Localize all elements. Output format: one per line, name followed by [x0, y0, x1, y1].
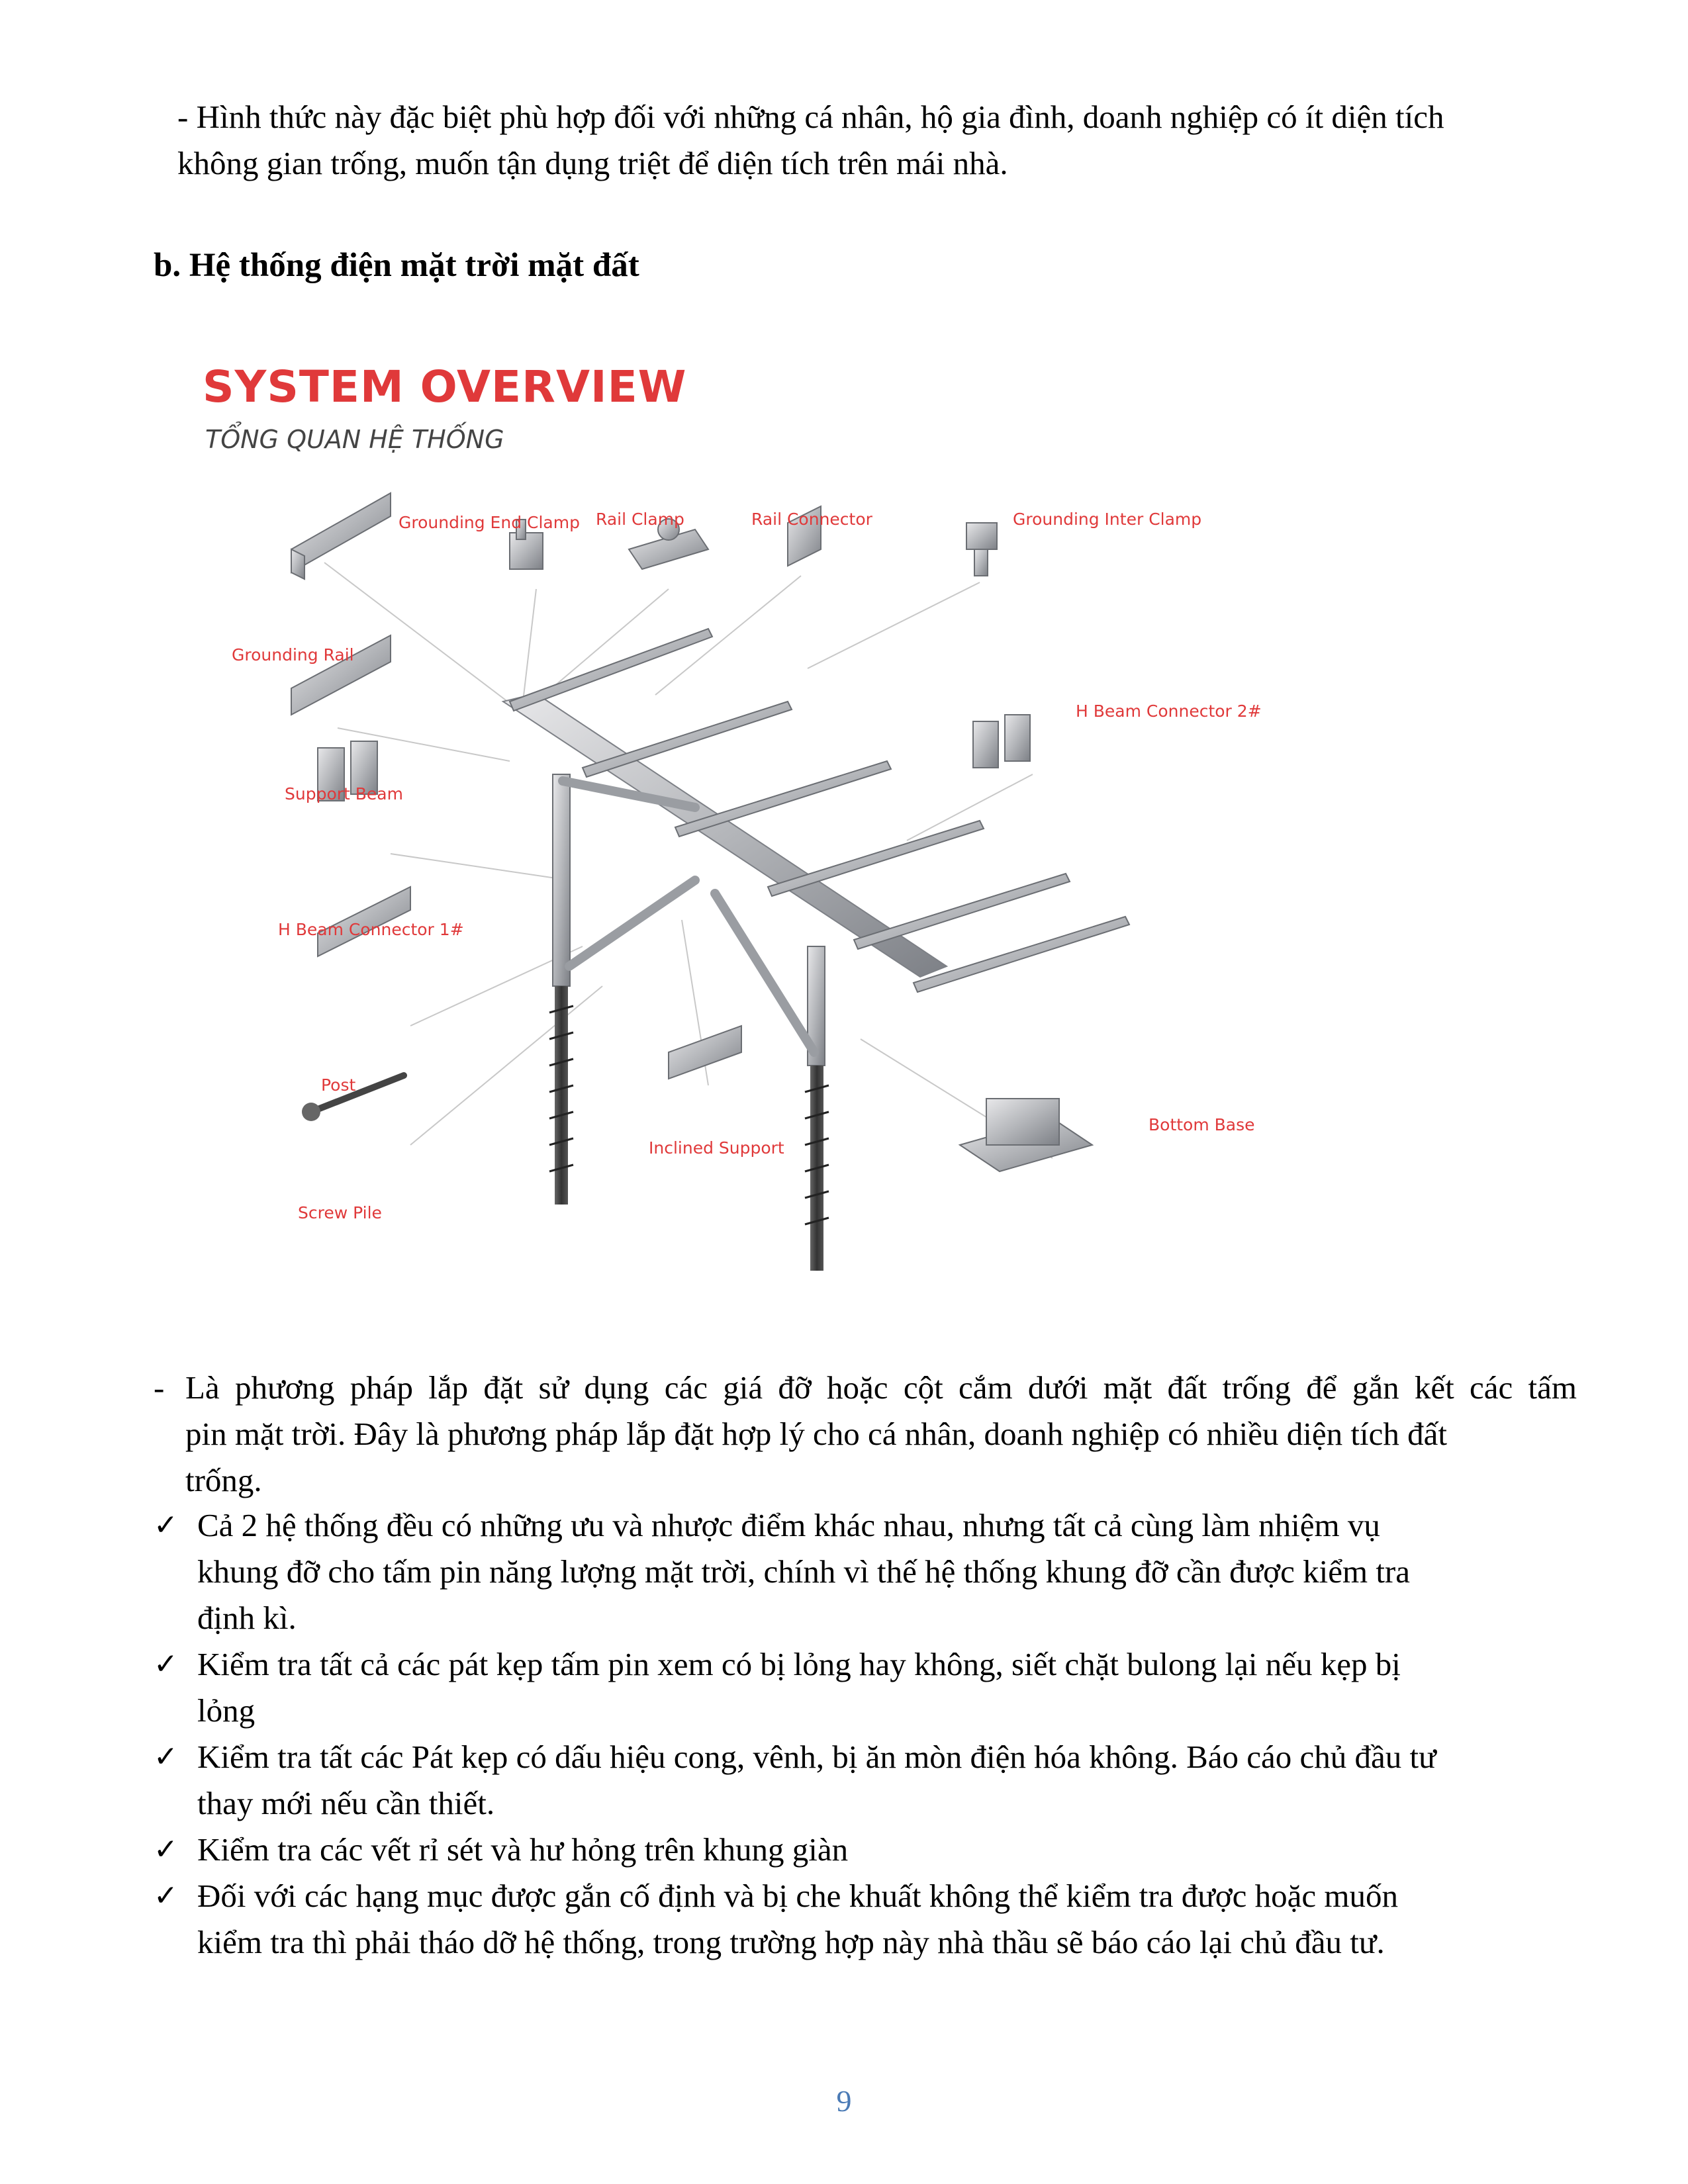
label-rail-connector: Rail Connector: [751, 510, 872, 529]
label-rail-clamp: Rail Clamp: [596, 510, 684, 529]
label-grounding-end-clamp: Grounding End Clamp: [399, 513, 580, 532]
checklist-item-3-line-1: Kiểm tra tất các Pát kẹp có dấu hiệu cong, vênh, bị ăn mòn điện hóa không. Báo cáo chủ đầu tư: [197, 1739, 1436, 1775]
checkmark-icon: ✓: [154, 1508, 178, 1542]
screw-threads: [549, 1006, 829, 1224]
checklist-item-1-line-1: Cả 2 hệ thống đều có những ưu và nhược điểm khác nhau, nhưng tất cả cùng làm nhiệm vụ: [197, 1507, 1380, 1543]
label-screw-pile: Screw Pile: [298, 1203, 382, 1222]
inspection-checklist: [154, 1502, 1577, 1966]
checklist-item: [154, 1734, 1577, 1827]
checkmark-icon: ✓: [154, 1647, 178, 1681]
checklist-item: [154, 1827, 1577, 1873]
checklist-item: [154, 1873, 1577, 1966]
page-number: 9: [836, 2084, 852, 2118]
cross-rails: [510, 629, 1129, 992]
ground-mount-description: [154, 1365, 1577, 1504]
checkmark-icon: ✓: [154, 1833, 178, 1866]
checklist-item-1-line-2: khung đỡ cho tấm pin năng lượng mặt trời, chính vì thế hệ thống khung đỡ cần được kiểm tra: [197, 1553, 1410, 1590]
dash-line-1: Là phương pháp lắp đặt sử dụng các giá đỡ hoặc cột cắm dưới mặt đất trống để gắn kết các tấm: [185, 1369, 1577, 1406]
label-grounding-inter-clamp: Grounding Inter Clamp: [1013, 510, 1202, 529]
label-h-beam-connector-2: H Beam Connector 2#: [1076, 702, 1262, 721]
checklist-item-2-line-1: Kiểm tra tất cả các pát kẹp tấm pin xem có bị lỏng hay không, siết chặt bulong lại nếu kẹp bị: [197, 1646, 1401, 1682]
checklist-item-5-line-1: Đối với các hạng mục được gắn cố định và bị che khuất không thể kiểm tra được hoặc muốn: [197, 1878, 1399, 1914]
checklist-item-5-line-2: kiểm tra thì phải tháo dỡ hệ thống, trong trường hợp này nhà thầu sẽ báo cáo lại chủ đầu tư.: [197, 1924, 1385, 1960]
label-h-beam-connector-1: H Beam Connector 1#: [278, 920, 464, 939]
component-h-beam-connector-2: [973, 715, 1030, 768]
intro-line-2: không gian trống, muốn tận dụng triệt để diện tích trên mái nhà.: [177, 145, 1008, 181]
label-support-beam: Support Beam: [285, 784, 403, 803]
section-heading: b. Hệ thống điện mặt trời mặt đất: [154, 247, 639, 284]
checklist-item-4-line-1: Kiểm tra các vết rỉ sét và hư hỏng trên khung giàn: [197, 1831, 849, 1868]
label-inclined-support: Inclined Support: [649, 1138, 784, 1158]
checklist-item: [154, 1641, 1577, 1734]
figure-subtitle: TỔNG QUAN HỆ THỐNG: [205, 425, 504, 454]
screw-piles: [555, 986, 823, 1271]
component-grounding-inter-clamp: [966, 523, 997, 576]
figure-title: SYSTEM OVERVIEW: [203, 361, 687, 412]
intro-line-1: - Hình thức này đặc biệt phù hợp đối với những cá nhân, hộ gia đình, doanh nghiệp có ít diện tích: [177, 99, 1444, 135]
dash-mark: -: [154, 1369, 165, 1406]
checklist-item: [154, 1502, 1577, 1641]
checkmark-icon: ✓: [154, 1879, 178, 1913]
dash-line-3: trống.: [185, 1462, 262, 1498]
checklist-item-3-line-2: thay mới nếu cần thiết.: [197, 1785, 495, 1821]
checklist-item-2-line-2: lỏng: [197, 1692, 256, 1729]
dash-line-2: pin mặt trời. Đây là phương pháp lắp đặt hợp lý cho cá nhân, doanh nghiệp có nhiều diện tích đất: [185, 1416, 1447, 1452]
intro-paragraph: [177, 94, 1574, 187]
checkmark-icon: ✓: [154, 1740, 178, 1774]
component-inclined-support: [669, 1026, 741, 1079]
label-grounding-rail: Grounding Rail: [232, 645, 354, 664]
label-bottom-base: Bottom Base: [1149, 1115, 1255, 1134]
component-bottom-base: [960, 1099, 1092, 1171]
system-overview-figure: [192, 351, 1291, 1297]
label-post: Post: [321, 1075, 356, 1095]
checklist-item-1-line-3: định kì.: [197, 1600, 297, 1636]
component-grounding-rail: [291, 493, 391, 579]
